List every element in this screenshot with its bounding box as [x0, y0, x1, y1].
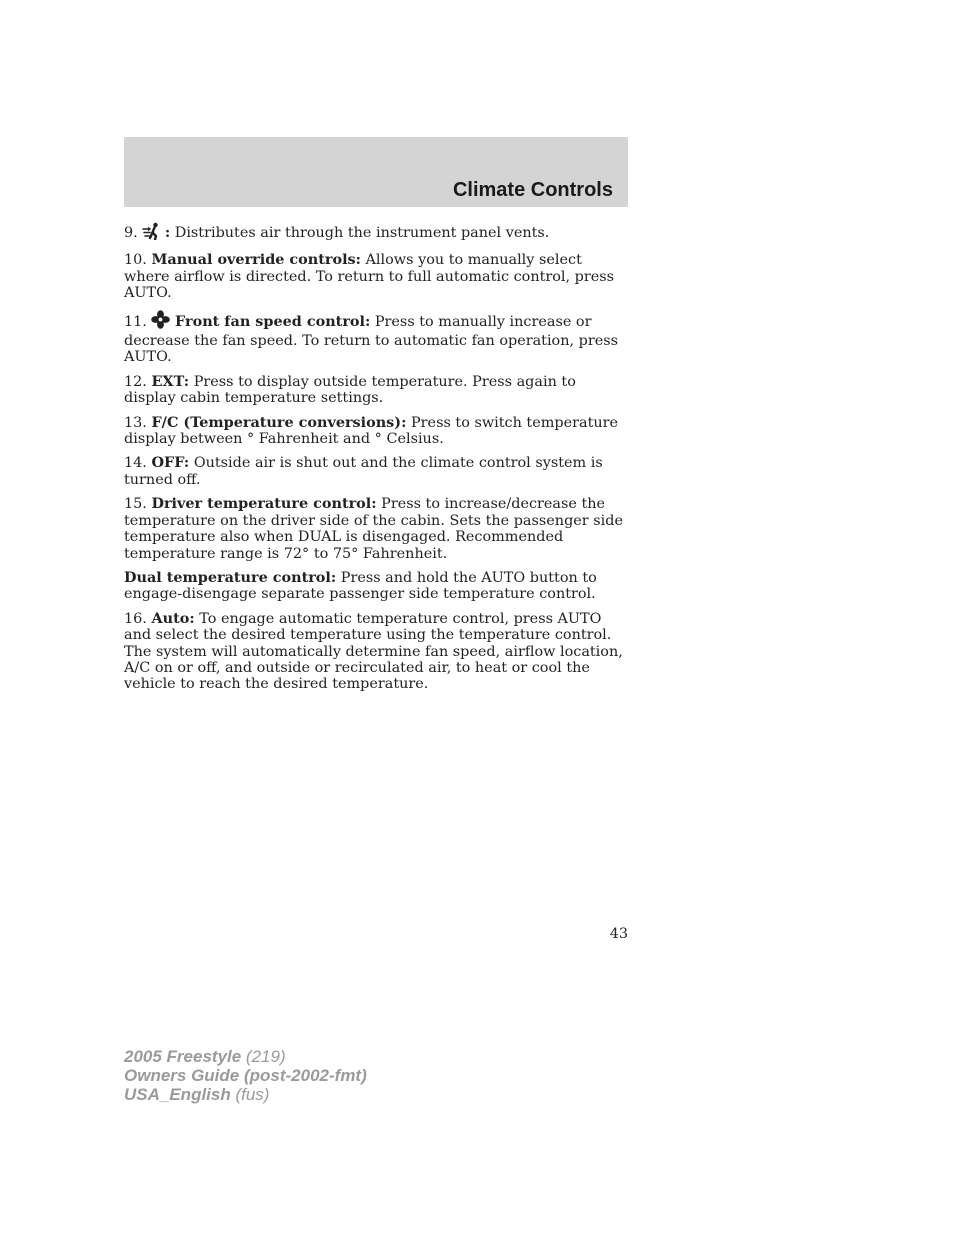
item-16: [124, 611, 630, 693]
footer-line-3: USA_English (fus): [124, 1085, 270, 1104]
item-14: [124, 455, 630, 488]
fan-icon: [151, 310, 170, 333]
item-label: F/C (Temperature conversions):: [151, 413, 407, 431]
item-number: 11.: [124, 313, 147, 330]
item-number: 9.: [124, 225, 138, 241]
item-number: 14.: [124, 455, 147, 472]
item-number: 13.: [124, 414, 147, 431]
item-text: Press to increase/decrease the temperature on the driver side of the cabin. Sets the passenger side temperature also when DUAL is disengaged. Recommended temperature range is 72° to 75° Fahrenheit.: [124, 496, 623, 562]
item-10: [124, 252, 630, 301]
item-label: OFF:: [151, 454, 190, 472]
item-number: 12.: [124, 373, 147, 390]
header-band: [124, 137, 628, 207]
item-12: [124, 374, 630, 407]
item-number: 15.: [124, 496, 147, 513]
item-text: Press and hold the AUTO button to engage-disengage separate passenger side temperature control.: [124, 569, 597, 603]
item-label: Front fan speed control:: [175, 312, 371, 330]
item-13: [124, 415, 630, 448]
section-title: Climate Controls: [452, 179, 613, 201]
item-label: :: [164, 224, 171, 241]
item-text: Distributes air through the instrument panel vents.: [170, 225, 550, 241]
item-label: EXT:: [151, 372, 190, 390]
item-dual: [124, 570, 630, 603]
item-text: Press to display outside temperature. Press again to display cabin temperature settings.: [124, 373, 576, 407]
page-content: [124, 222, 630, 701]
item-15: [124, 496, 630, 562]
footer: [124, 1047, 367, 1104]
item-text: Outside air is shut out and the climate control system is turned off.: [124, 455, 603, 488]
item-label: Dual temperature control:: [124, 568, 337, 586]
item-text: Allows you to manually select where airflow is directed. To return to full automatic control, press AUTO.: [124, 252, 615, 302]
item-label: Driver temperature control:: [151, 495, 377, 513]
item-text: Press to manually increase or decrease the fan speed. To return to automatic fan operation, press AUTO.: [124, 313, 619, 366]
page-number: 43: [609, 926, 628, 942]
item-text: To engage automatic temperature control, press AUTO and select the desired temperature using the temperature control. The system will automatically determine fan speed, airflow location, A/C on or off, and outside or recirculated air, to heat or cool the vehicle to reach the desired temperature.: [124, 610, 623, 693]
panel-vent-airflow-icon: [142, 222, 160, 244]
item-number: 10.: [124, 252, 147, 269]
footer-line-2: Owners Guide (post-2002-fmt): [124, 1066, 367, 1085]
item-number: 16.: [124, 610, 147, 627]
item-label: Auto:: [151, 609, 195, 627]
item-11: [124, 310, 630, 366]
item-9: [124, 222, 630, 244]
footer-line-1: 2005 Freestyle (219): [124, 1047, 286, 1066]
item-label: Manual override controls:: [151, 251, 361, 269]
item-text: Press to switch temperature display between ° Fahrenheit and ° Celsius.: [124, 414, 619, 448]
